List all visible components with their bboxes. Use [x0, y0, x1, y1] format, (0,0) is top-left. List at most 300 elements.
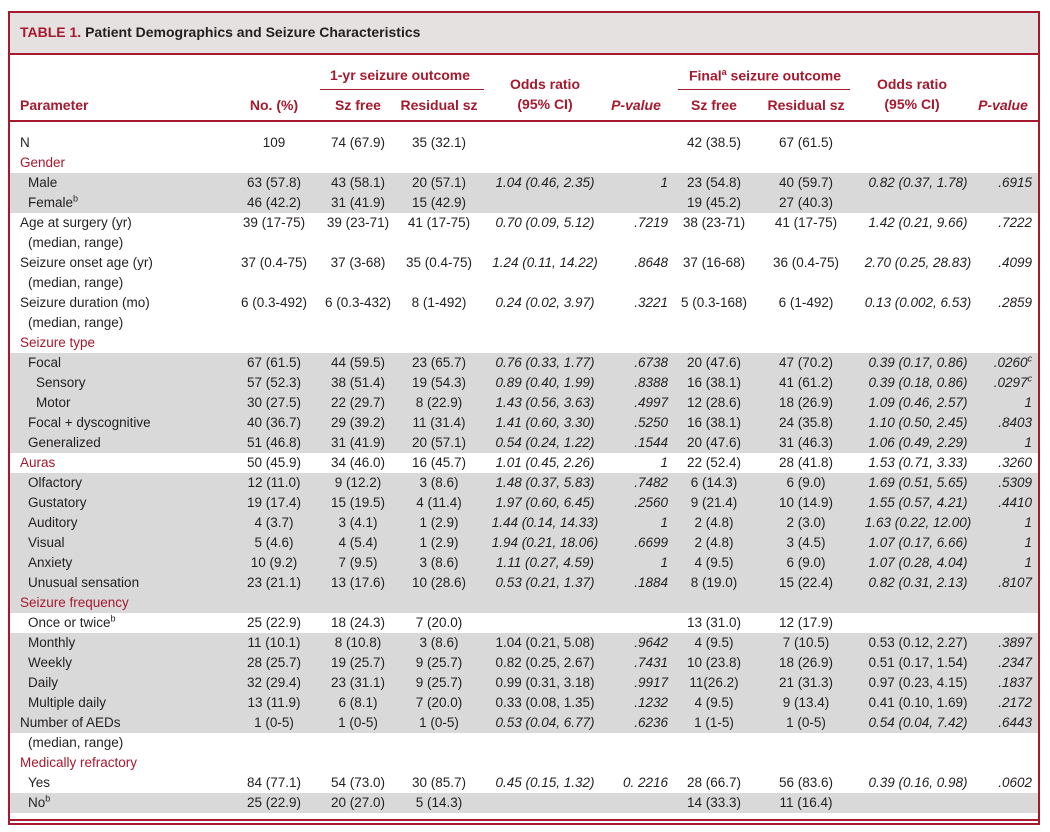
category-label: Seizure frequency [20, 595, 129, 610]
cell-no: 5 (4.6) [254, 535, 294, 550]
cell-no: 40 (36.7) [246, 415, 302, 430]
header-ci-2: (95% CI) [884, 96, 940, 112]
table-row [10, 673, 1038, 693]
cell-res1: 20 (57.1) [411, 175, 467, 190]
cell-sz2: 20 (47.6) [686, 435, 742, 450]
table-row [10, 413, 1038, 433]
cell-sz2: 8 (19.0) [690, 575, 738, 590]
header-odds-ratio-2: Odds ratio [876, 76, 947, 92]
cell-no: 10 (9.2) [250, 555, 298, 570]
cell-p2: .4099 [998, 255, 1032, 270]
cell-no: 39 (17-75) [242, 215, 306, 230]
table-caption: Patient Demographics and Seizure Characteristics [85, 24, 421, 40]
cell-or1: 1.11 (0.27, 4.59) [495, 555, 595, 570]
cell-p2: .6443 [998, 715, 1032, 730]
cell-or2: 0.54 (0.04, 7.42) [868, 715, 968, 730]
cell-res2: 41 (61.2) [778, 375, 834, 390]
cell-or1: 0.89 (0.40, 1.99) [495, 375, 595, 390]
table-row [10, 693, 1038, 713]
cell-p2: 1 [1024, 535, 1032, 550]
cell-sz1: 31 (41.9) [330, 435, 386, 450]
cell-res1: 20 (57.1) [411, 435, 467, 450]
table-row [10, 773, 1038, 793]
cell-res2: 56 (83.6) [778, 775, 834, 790]
category-label: Seizure type [20, 335, 96, 350]
cell-res1: 9 (25.7) [415, 655, 463, 670]
cell-p1: .6699 [634, 535, 668, 550]
cell-sz1: 22 (29.7) [330, 395, 386, 410]
cell-res1: 1 (2.9) [419, 535, 459, 550]
cell-res1: 8 (22.9) [415, 395, 463, 410]
cell-res2: 1 (0-5) [786, 715, 826, 730]
cell-sz1: 29 (39.2) [330, 415, 386, 430]
row-label: N [20, 135, 30, 150]
row-label: Visual [28, 535, 65, 550]
cell-p1: 1 [660, 555, 668, 570]
cell-p1: .8388 [634, 375, 668, 390]
row-label: Sensory [36, 375, 86, 390]
cell-p1: .1232 [634, 695, 668, 710]
cell-res1: 4 (11.4) [416, 495, 462, 510]
cell-res1: 8 (1-492) [411, 295, 467, 310]
cell-p1: .5250 [634, 415, 668, 430]
cell-sz2: 4 (9.5) [694, 555, 734, 570]
table-row [10, 153, 1038, 173]
cell-or1: 0.24 (0.02, 3.97) [495, 295, 595, 310]
cell-res1: 1 (2.9) [419, 515, 459, 530]
row-label: Female$^b$ [28, 193, 79, 210]
cell-p1: .1884 [634, 575, 668, 590]
cell-p1: 0. 2216 [622, 775, 668, 790]
row-label: Monthly [28, 635, 76, 650]
cell-no: 63 (57.8) [246, 175, 302, 190]
cell-p2: .4410 [998, 495, 1032, 510]
cell-or1: 0.70 (0.09, 5.12) [495, 215, 595, 230]
header-residual-2: Residual sz [767, 97, 845, 113]
cell-or1: 0.76 (0.33, 1.77) [495, 355, 595, 370]
cell-p1: .4997 [634, 395, 668, 410]
cell-sz2: 13 (31.0) [686, 615, 742, 630]
cell-or1: 1.41 (0.60, 3.30) [495, 415, 595, 430]
table-row [10, 473, 1038, 493]
cell-sz2: 22 (52.4) [686, 455, 742, 470]
cell-res2: 15 (22.4) [778, 575, 834, 590]
cell-no: 57 (52.3) [246, 375, 302, 390]
cell-or2: 1.63 (0.22, 12.00) [864, 515, 972, 530]
cell-res2: 24 (35.8) [778, 415, 834, 430]
cell-p1: .3221 [634, 295, 668, 310]
cell-sz2: 2 (4.8) [694, 515, 734, 530]
table-row [10, 513, 1038, 533]
cell-no: 28 (25.7) [246, 655, 302, 670]
cell-p1: .6236 [634, 715, 668, 730]
cell-sz1: 34 (46.0) [330, 455, 386, 470]
cell-res1: 9 (25.7) [415, 675, 463, 690]
cell-no: 51 (46.8) [246, 435, 302, 450]
cell-or1: 0.45 (0.15, 1.32) [495, 775, 595, 790]
cell-no: 12 (11.0) [247, 475, 301, 490]
table-title [20, 24, 420, 40]
header-odds-ratio-1: Odds ratio [509, 76, 580, 92]
cell-or2: 0.51 (0.17, 1.54) [868, 655, 968, 670]
cell-res2: 10 (14.9) [778, 495, 834, 510]
cell-p2: .8403 [998, 415, 1032, 430]
cell-res2: 11 (16.4) [779, 795, 833, 810]
cell-sz2: 9 (21.4) [690, 495, 738, 510]
cell-sz2: 5 (0.3-168) [680, 295, 748, 310]
table-row [10, 293, 1038, 313]
cell-or2: 1.06 (0.49, 2.29) [868, 435, 968, 450]
cell-or2: 0.39 (0.18, 0.86) [868, 375, 968, 390]
cell-or2: 1.09 (0.46, 2.57) [868, 395, 968, 410]
cell-sz2: 4 (9.5) [694, 635, 734, 650]
cell-sz1: 43 (58.1) [330, 175, 386, 190]
cell-or1: 1.04 (0.21, 5.08) [495, 635, 595, 650]
cell-res2: 31 (46.3) [778, 435, 834, 450]
cell-res1: 35 (32.1) [411, 135, 467, 150]
row-label: Gustatory [28, 495, 87, 510]
row-label: Auditory [28, 515, 78, 530]
cell-sz2: 20 (47.6) [686, 355, 742, 370]
cell-or2: 1.10 (0.50, 2.45) [868, 415, 968, 430]
cell-res2: 6 (1-492) [778, 295, 834, 310]
header-residual-1: Residual sz [400, 97, 478, 113]
cell-p2: .1837 [998, 675, 1032, 690]
cell-res1: 1 (0-5) [419, 715, 459, 730]
cell-no: 6 (0.3-492) [240, 295, 308, 310]
cell-or1: 1.43 (0.56, 3.63) [495, 395, 595, 410]
cell-sz1: 15 (19.5) [330, 495, 386, 510]
table-row [10, 273, 1038, 293]
cell-p2: .0602 [998, 775, 1032, 790]
header-group-1yr: 1-yr seizure outcome [329, 67, 471, 83]
cell-sz1: 13 (17.6) [330, 575, 386, 590]
cell-no: 32 (29.4) [246, 675, 302, 690]
cell-p2: .2172 [998, 695, 1032, 710]
cell-sz1: 3 (4.1) [338, 515, 378, 530]
cell-p1: .7219 [634, 215, 668, 230]
table-number: TABLE 1. [20, 24, 82, 40]
cell-sz2: 11(26.2) [689, 675, 739, 690]
table-row [10, 733, 1038, 753]
title-bar [10, 13, 1038, 55]
table-row [10, 573, 1038, 593]
table-frame [8, 11, 1040, 825]
table-row [10, 373, 1038, 393]
cell-or1: 0.33 (0.08, 1.35) [495, 695, 595, 710]
cell-p2: .3897 [998, 635, 1032, 650]
cell-sz2: 42 (38.5) [686, 135, 742, 150]
cell-sz2: 16 (38.1) [686, 375, 742, 390]
cell-no: 84 (77.1) [246, 775, 302, 790]
cell-or1: 1.04 (0.46, 2.35) [495, 175, 595, 190]
cell-p2: 1 [1024, 435, 1032, 450]
header-sz-free-2: Sz free [691, 97, 737, 113]
cell-or1: 1.44 (0.14, 14.33) [491, 515, 599, 530]
cell-p1: .9642 [634, 635, 668, 650]
cell-res1: 3 (8.6) [419, 475, 459, 490]
row-label: Focal + dyscognitive [28, 415, 151, 430]
cell-or2: 1.07 (0.28, 4.04) [868, 555, 968, 570]
table-row [10, 593, 1038, 613]
row-label: Multiple daily [28, 695, 107, 710]
cell-no: 30 (27.5) [246, 395, 302, 410]
row-label: Olfactory [28, 475, 83, 490]
header-pvalue-2: P-value [978, 97, 1028, 113]
category-label: Auras [20, 455, 56, 470]
row-label: Anxiety [28, 555, 73, 570]
row-label: Age at surgery (yr) [20, 215, 132, 230]
table-row [10, 433, 1038, 453]
cell-sz2: 23 (54.8) [686, 175, 742, 190]
cell-p2: .0260$^c$ [993, 353, 1032, 370]
cell-sz2: 28 (66.7) [686, 775, 742, 790]
row-label: Generalized [28, 435, 101, 450]
category-label: Medically refractory [20, 755, 138, 770]
header-group-final: Final$^a$ seizure outcome [688, 67, 842, 84]
table-row [10, 453, 1038, 473]
cell-sz1: 20 (27.0) [330, 795, 386, 810]
cell-sz2: 10 (23.8) [686, 655, 742, 670]
cell-p1: .2560 [634, 495, 668, 510]
row-label: Yes [28, 775, 51, 790]
cell-or1: 1.97 (0.60, 6.45) [495, 495, 595, 510]
cell-sz1: 31 (41.9) [330, 195, 386, 210]
cell-res2: 12 (17.9) [778, 615, 834, 630]
row-label: Number of AEDs [20, 715, 121, 730]
cell-sz1: 6 (0.3-432) [324, 295, 392, 310]
cell-no: 1 (0-5) [254, 715, 294, 730]
cell-no: 50 (45.9) [246, 455, 302, 470]
cell-sz2: 16 (38.1) [686, 415, 742, 430]
cell-sz1: 1 (0-5) [338, 715, 378, 730]
cell-or1: 0.54 (0.24, 1.22) [495, 435, 595, 450]
cell-no: 19 (17.4) [246, 495, 302, 510]
header-bottom-rule [10, 120, 1038, 122]
cell-or1: 1.94 (0.21, 18.06) [491, 535, 599, 550]
cell-or2: 0.41 (0.10, 1.69) [868, 695, 968, 710]
table-bottom-rule [10, 819, 1038, 821]
header-no-pct: No. (%) [249, 97, 299, 113]
table-row [10, 353, 1038, 373]
cell-p1: .7482 [634, 475, 668, 490]
row-label: (median, range) [28, 315, 124, 330]
cell-p1: 1 [660, 455, 668, 470]
cell-sz2: 37 (16-68) [682, 255, 746, 270]
table-row [10, 193, 1038, 213]
table-row [10, 313, 1038, 333]
cell-sz1: 6 (8.1) [338, 695, 378, 710]
table-row [10, 333, 1038, 353]
cell-res1: 35 (0.4-75) [405, 255, 473, 270]
table-row [10, 553, 1038, 573]
cell-res1: 30 (85.7) [411, 775, 467, 790]
header-parameter: Parameter [20, 97, 89, 113]
cell-or2: 0.82 (0.37, 1.78) [868, 175, 968, 190]
table-row [10, 253, 1038, 273]
row-label: Unusual sensation [28, 575, 140, 590]
cell-res2: 18 (26.9) [778, 395, 834, 410]
header-sz-free-1: Sz free [335, 97, 381, 113]
table-row [10, 493, 1038, 513]
cell-p2: 1 [1024, 515, 1032, 530]
cell-sz1: 44 (59.5) [330, 355, 386, 370]
row-label: Seizure onset age (yr) [20, 255, 153, 270]
table-row [10, 613, 1038, 633]
cell-sz1: 38 (51.4) [330, 375, 386, 390]
category-label: Gender [20, 155, 66, 170]
cell-sz2: 4 (9.5) [694, 695, 734, 710]
cell-or1: 1.24 (0.11, 14.22) [492, 255, 598, 270]
cell-p2: 1 [1024, 555, 1032, 570]
cell-or2: 1.69 (0.51, 5.65) [868, 475, 968, 490]
row-label: Focal [28, 355, 62, 370]
cell-res2: 21 (31.3) [778, 675, 834, 690]
cell-res1: 3 (8.6) [419, 555, 459, 570]
cell-sz2: 6 (14.3) [690, 475, 738, 490]
cell-p2: .7222 [998, 215, 1032, 230]
row-label: Daily [28, 675, 59, 690]
cell-res1: 10 (28.6) [411, 575, 467, 590]
table-row [10, 173, 1038, 193]
cell-res2: 2 (3.0) [786, 515, 826, 530]
cell-or2: 0.53 (0.12, 2.27) [868, 635, 968, 650]
cell-res1: 11 (31.4) [412, 415, 466, 430]
row-label: Male [28, 175, 58, 190]
cell-res1: 3 (8.6) [419, 635, 459, 650]
cell-or2: 0.39 (0.16, 0.98) [868, 775, 968, 790]
cell-sz2: 14 (33.3) [686, 795, 742, 810]
cell-res2: 3 (4.5) [786, 535, 826, 550]
cell-no: 25 (22.9) [246, 615, 302, 630]
cell-res2: 27 (40.3) [778, 195, 834, 210]
cell-sz1: 54 (73.0) [330, 775, 386, 790]
cell-res1: 7 (20.0) [415, 615, 463, 630]
cell-res1: 16 (45.7) [411, 455, 467, 470]
cell-no: 25 (22.9) [246, 795, 302, 810]
cell-res1: 7 (20.0) [415, 695, 463, 710]
table-row [10, 533, 1038, 553]
cell-res1: 19 (54.3) [411, 375, 467, 390]
cell-p2: .3260 [998, 455, 1032, 470]
cell-sz1: 23 (31.1) [330, 675, 386, 690]
cell-or1: 0.99 (0.31, 3.18) [495, 675, 595, 690]
cell-res2: 40 (59.7) [778, 175, 834, 190]
cell-res2: 36 (0.4-75) [772, 255, 840, 270]
cell-res2: 41 (17-75) [774, 215, 838, 230]
header-group-final-rule [678, 89, 850, 90]
cell-no: 23 (21.1) [246, 575, 302, 590]
cell-p1: .8648 [634, 255, 668, 270]
table-row [10, 213, 1038, 233]
cell-res2: 7 (10.5) [782, 635, 830, 650]
cell-res1: 23 (65.7) [411, 355, 467, 370]
cell-or2: 0.13 (0.002, 6.53) [864, 295, 972, 310]
cell-p1: .9917 [634, 675, 668, 690]
cell-sz2: 1 (1-5) [694, 715, 734, 730]
cell-res2: 6 (9.0) [786, 555, 826, 570]
cell-res2: 28 (41.8) [778, 455, 834, 470]
cell-or2: 0.82 (0.31, 2.13) [868, 575, 968, 590]
cell-sz1: 74 (67.9) [330, 135, 386, 150]
cell-sz2: 19 (45.2) [686, 195, 742, 210]
cell-or1: 0.82 (0.25, 2.67) [495, 655, 595, 670]
cell-or1: 0.53 (0.04, 6.77) [495, 715, 595, 730]
table-row [10, 753, 1038, 773]
cell-or2: 0.39 (0.17, 0.86) [868, 355, 968, 370]
cell-or2: 1.55 (0.57, 4.21) [868, 495, 968, 510]
cell-p2: .5309 [998, 475, 1032, 490]
cell-res2: 47 (70.2) [778, 355, 834, 370]
cell-or2: 1.07 (0.17, 6.66) [868, 535, 968, 550]
header-group-1yr-rule [320, 89, 484, 90]
cell-p2: .0297$^c$ [993, 373, 1032, 390]
cell-res1: 41 (17-75) [407, 215, 471, 230]
cell-res1: 5 (14.3) [415, 795, 463, 810]
cell-or1: 1.01 (0.45, 2.26) [495, 455, 595, 470]
header-ci-1: (95% CI) [517, 96, 573, 112]
row-label: Once or twice$^b$ [28, 613, 116, 630]
cell-p2: .2347 [998, 655, 1032, 670]
cell-no: 46 (42.2) [246, 195, 302, 210]
cell-sz1: 39 (23-71) [326, 215, 390, 230]
cell-no: 37 (0.4-75) [240, 255, 308, 270]
cell-sz1: 9 (12.2) [334, 475, 382, 490]
cell-or1: 0.53 (0.21, 1.37) [495, 575, 595, 590]
cell-no: 67 (61.5) [246, 355, 302, 370]
cell-no: 11 (10.1) [247, 635, 301, 650]
cell-sz1: 4 (5.4) [338, 535, 378, 550]
cell-p1: 1 [660, 175, 668, 190]
cell-res2: 67 (61.5) [778, 135, 834, 150]
cell-p2: .8107 [998, 575, 1032, 590]
cell-or2: 1.53 (0.71, 3.33) [868, 455, 968, 470]
cell-no: 4 (3.7) [254, 515, 294, 530]
row-label: No$^b$ [28, 793, 51, 810]
cell-p1: .7431 [634, 655, 668, 670]
cell-p2: .2859 [998, 295, 1032, 310]
cell-or1: 1.48 (0.37, 5.83) [495, 475, 595, 490]
cell-p1: .1544 [634, 435, 668, 450]
cell-p1: 1 [660, 515, 668, 530]
cell-or2: 2.70 (0.25, 28.83) [864, 255, 972, 270]
header-pvalue-1: P-value [611, 97, 661, 113]
row-label: Weekly [28, 655, 73, 670]
cell-res2: 6 (9.0) [786, 475, 826, 490]
row-label: Seizure duration (mo) [20, 295, 150, 310]
cell-res2: 18 (26.9) [778, 655, 834, 670]
cell-p1: .6738 [634, 355, 668, 370]
cell-sz2: 12 (28.6) [686, 395, 742, 410]
table-row [10, 133, 1038, 153]
row-label: (median, range) [28, 735, 124, 750]
table-row [10, 653, 1038, 673]
row-label: (median, range) [28, 235, 124, 250]
cell-no: 109 [262, 135, 286, 150]
cell-or2: 1.42 (0.21, 9.66) [868, 215, 968, 230]
table-row [10, 233, 1038, 253]
cell-sz2: 38 (23-71) [682, 215, 746, 230]
table-row [10, 713, 1038, 733]
table-row [10, 633, 1038, 653]
cell-or2: 0.97 (0.23, 4.15) [868, 675, 968, 690]
cell-sz1: 18 (24.3) [330, 615, 386, 630]
row-label: (median, range) [28, 275, 124, 290]
cell-p2: .6915 [998, 175, 1032, 190]
cell-sz1: 8 (10.8) [334, 635, 382, 650]
table-row [10, 393, 1038, 413]
cell-no: 13 (11.9) [247, 695, 301, 710]
